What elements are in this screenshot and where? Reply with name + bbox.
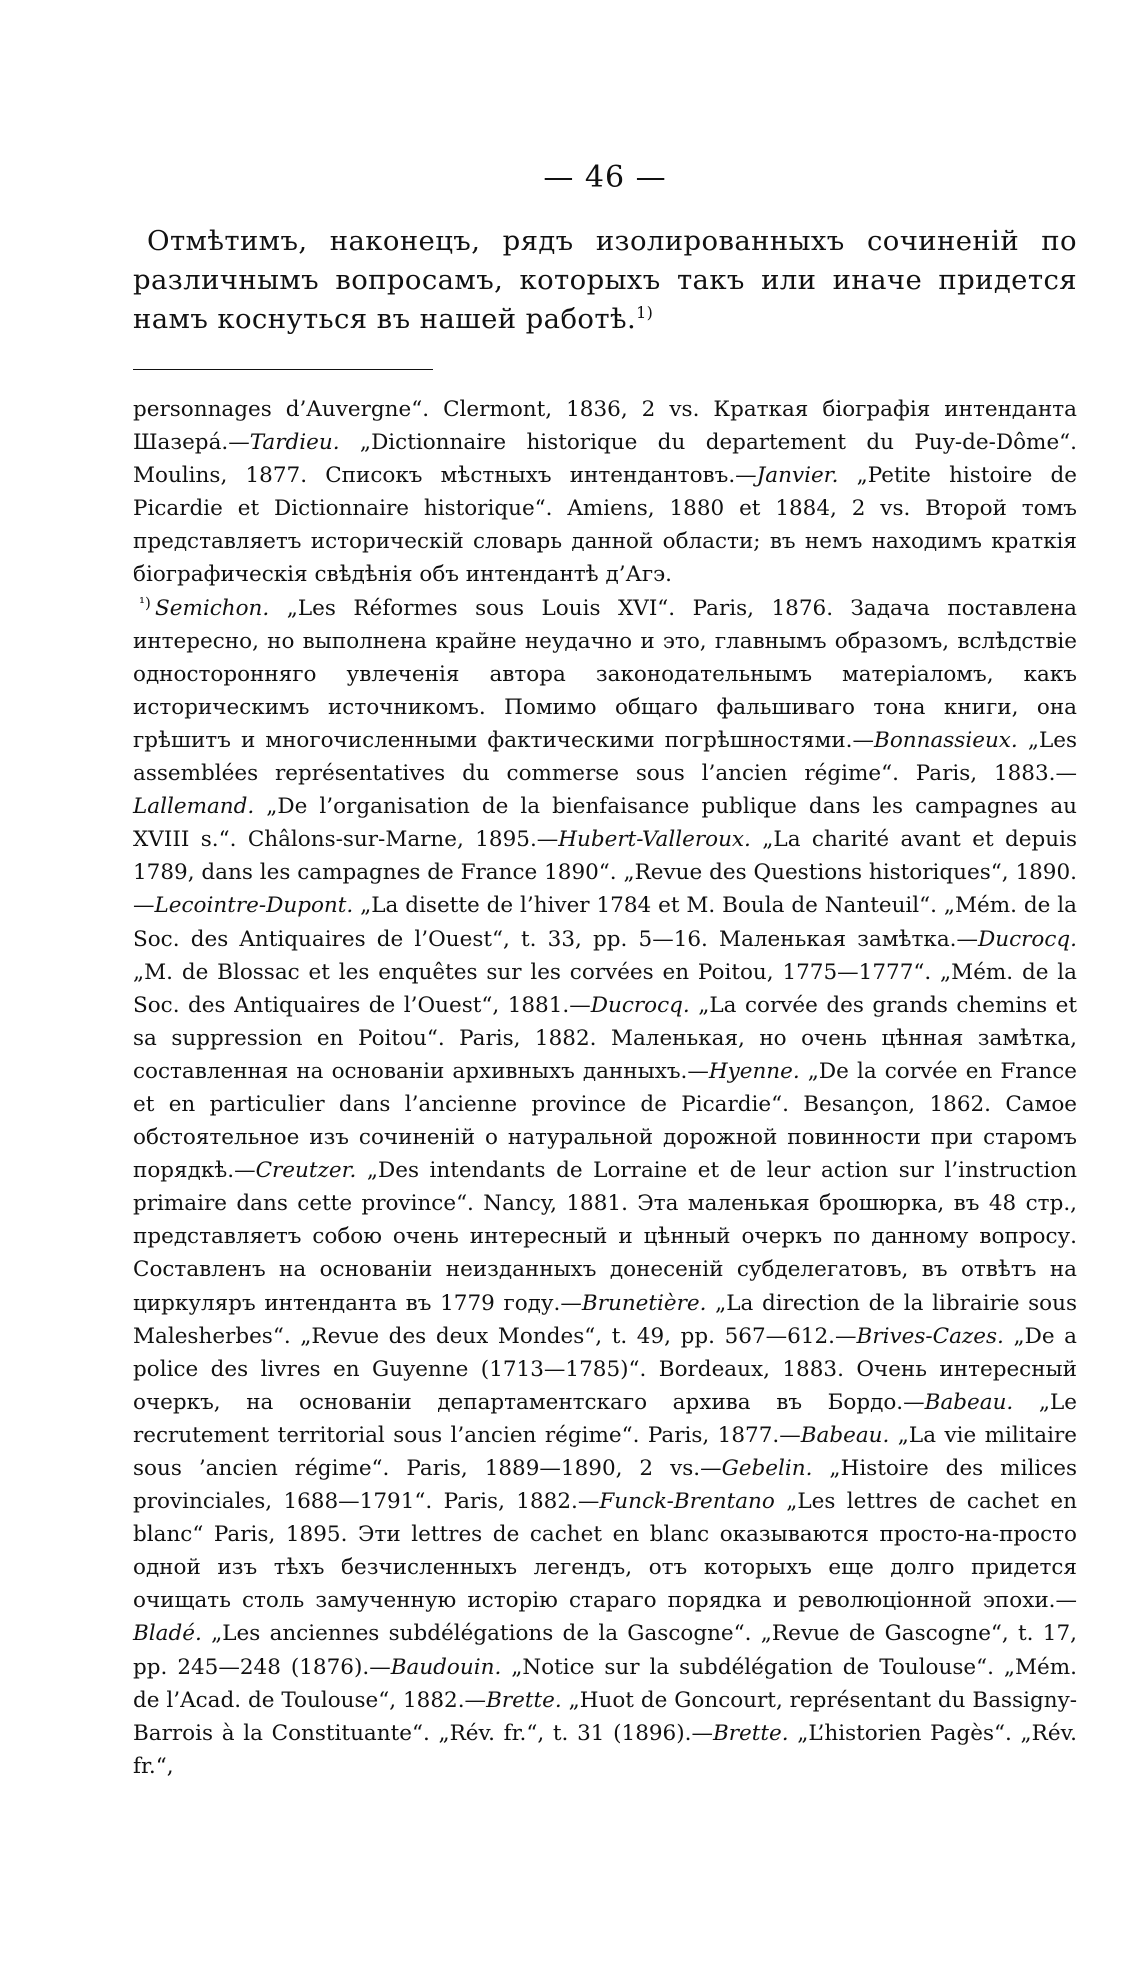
footnote-reference: 1)	[636, 302, 654, 322]
author-name: Bonnassieux.	[874, 727, 1018, 753]
footnote-text-segment: „La corvée des grands chemins et sa suppression en Poitou“. Paris, 1882. Маленькая, но очень цѣнная замѣтка, составленная на основаніи архивныхъ данныхъ.—	[133, 992, 1077, 1084]
footnote-text-segment: „Huot de Goncourt, représentant du Bassigny-Barrois à la Constituante“. „Rév. fr.“, t. 31 (1896).—	[133, 1687, 1077, 1746]
author-name: Babeau.	[924, 1389, 1014, 1415]
body-paragraph	[133, 222, 1077, 339]
footnote-text-segment: „M. de Blossac et les enquêtes sur les corvées en Poitou, 1775—1777“. „Mém. de la Soc. des Antiquaires de l’Ouest“, 1881.—	[133, 959, 1077, 1018]
footnote-text-segment: „Les anciennes subdélégations de la Gascogne“. „Revue de Gascogne“, t. 17, pp. 245—248 (1876).—	[133, 1621, 1077, 1680]
footnote-text-segment: „Notice sur la subdélégation de Toulouse“. „Mém. de l’Acad. de Toulouse“, 1882.—	[133, 1654, 1077, 1713]
footnote-text-segment: „Dictionnaire historique du departement du Puy-de-Dôme“. Moulins, 1877. Списокъ мѣстныхъ интендантовъ.—	[133, 430, 1077, 489]
footnote-1	[133, 592, 1077, 1783]
author-name: Lecointre-Dupont.	[154, 893, 354, 919]
footnote-text-segment: „La direction de la librairie sous Malesherbes“. „Revue des deux Mondes“, t. 49, pp. 567—612.—	[133, 1290, 1077, 1349]
author-name: Brette.	[712, 1720, 789, 1746]
footnote-text-segment: „Les assemblées représentatives du commerse sous l’ancien régime“. Paris, 1883.—	[133, 727, 1077, 787]
author-name: Ducrocq.	[978, 926, 1077, 952]
footnote-1-mark: ¹)	[139, 593, 151, 612]
footnote-text-segment: „Histoire des milices provinciales, 1688—1791“. Paris, 1882.—	[133, 1456, 1077, 1515]
author-name: Babeau.	[800, 1422, 890, 1448]
footnote-text-segment: „La vie militaire sous ’ancien régime“. Paris, 1889—1890, 2 vs.—	[133, 1422, 1077, 1481]
author-name: Hyenne.	[708, 1058, 800, 1084]
footnote-text-segment: personnages d’Auvergne“. Clermont, 1836, 2 vs. Краткая біографія интенданта Шазерá.—	[133, 397, 1077, 456]
footnotes	[133, 393, 1077, 1783]
author-name: Janvier.	[756, 463, 839, 489]
author-name: Bladé.	[133, 1621, 202, 1647]
author-name: Semichon.	[155, 595, 270, 621]
author-name: Tardieu.	[249, 430, 340, 456]
author-name: Hubert-Valleroux.	[558, 827, 751, 853]
footnote-continued	[133, 393, 1077, 592]
book-page	[133, 0, 1077, 1969]
author-name: Brette.	[486, 1687, 562, 1713]
footnote-text-segment: „Des intendants de Lorraine et de leur action sur l’instruction primaire dans cette province“. Nancy, 1881. Эта маленькая брошюрка, въ 48 стр., представляетъ собою очень интересный и цѣнный очеркъ по данному вопросу. Составленъ на основаніи неизданныхъ донесеній субделегатовъ, въ отвѣтъ на циркуляръ интенданта въ 1779 году.—	[133, 1158, 1077, 1316]
body-paragraph-text: Отмѣтимъ, наконецъ, рядъ изолированныхъ сочиненій по различнымъ вопросамъ, которыхъ такъ или иначе придется намъ коснуться въ нашей работѣ.	[133, 225, 1077, 335]
author-name: Ducrocq.	[590, 992, 690, 1018]
footnote-text-segment: „Les lettres de cachet en blanc“ Paris, 1895. Эти lettres de cachet en blanc оказываются просто-на-просто одной изъ тѣхъ безчисленныхъ легендъ, отъ которыхъ еще долго придется очищать столь замученную исторію стараго порядка и революціонной эпохи.—	[133, 1489, 1077, 1614]
footnote-text-segment: „La disette de l’hiver 1784 et M. Boula de Nanteuil“. „Mém. de la Soc. des Antiquaires de l’Ouest“, t. 33, pp. 5—16. Маленькая замѣтка.—	[133, 893, 1077, 952]
page-number: — 46 —	[543, 160, 667, 195]
author-name: Baudouin.	[390, 1654, 502, 1680]
author-name: Funck-Brentano	[599, 1489, 775, 1515]
author-name: Creutzer.	[255, 1158, 357, 1184]
footnote-1-text	[133, 596, 1077, 1779]
footnote-text-segment: „Le recrutement territorial sous l’ancien régime“. Paris, 1877.—	[133, 1389, 1077, 1448]
footnote-text-segment: „L’historien Pagès“. „Rév. fr.“,	[133, 1720, 1078, 1779]
author-name: Brives-Cazes.	[856, 1323, 1004, 1349]
author-name: Lallemand.	[133, 794, 255, 820]
footnote-divider	[133, 369, 433, 370]
footnote-text-segment: „De l’organisation de la bienfaisance publique dans les campagnes au XVIII s.“. Châlons-sur-Marne, 1895.—	[133, 794, 1077, 853]
footnote-text-segment: „La charité avant et depuis 1789, dans les campagnes de France 1890“. „Revue des Questions historiques“, 1890.—	[133, 827, 1077, 919]
footnote-text-segment: „Les Réformes sous Louis XVI“. Paris, 1876. Задача поставлена интересно, но выполнена крайне неудачно и это, главнымъ образомъ, вслѣдствіе односторонняго увлеченія автора законодательнымъ матеріаломъ, какъ историческимъ источникомъ. Помимо общаго фальшиваго тона книги, она грѣшитъ и многочисленными фактическими погрѣшностями.—	[133, 595, 1077, 753]
footnote-text-segment: „Petite histoire de Picardie et Dictionnaire historique“. Amiens, 1880 et 1884, 2 vs. Второй томъ представляетъ историческій словарь данной области; въ немъ находимъ краткія біографическія свѣдѣнія объ интендантѣ д’Агэ.	[133, 463, 1077, 588]
author-name: Gebelin.	[721, 1456, 813, 1481]
author-name: Brunetière.	[581, 1290, 707, 1316]
footnote-text-segment: „De la corvée en France et en particulier dans l’ancienne province de Picardie“. Besançon, 1862. Самое обстоятельное изъ сочиненій о натуральной дорожной повинности при старомъ порядкѣ.—	[133, 1058, 1077, 1184]
footnote-text-segment: „De a police des livres en Guyenne (1713—1785)“. Bordeaux, 1883. Очень интересный очеркъ, на основаніи департаментскаго архива въ Бордо.—	[133, 1323, 1077, 1415]
